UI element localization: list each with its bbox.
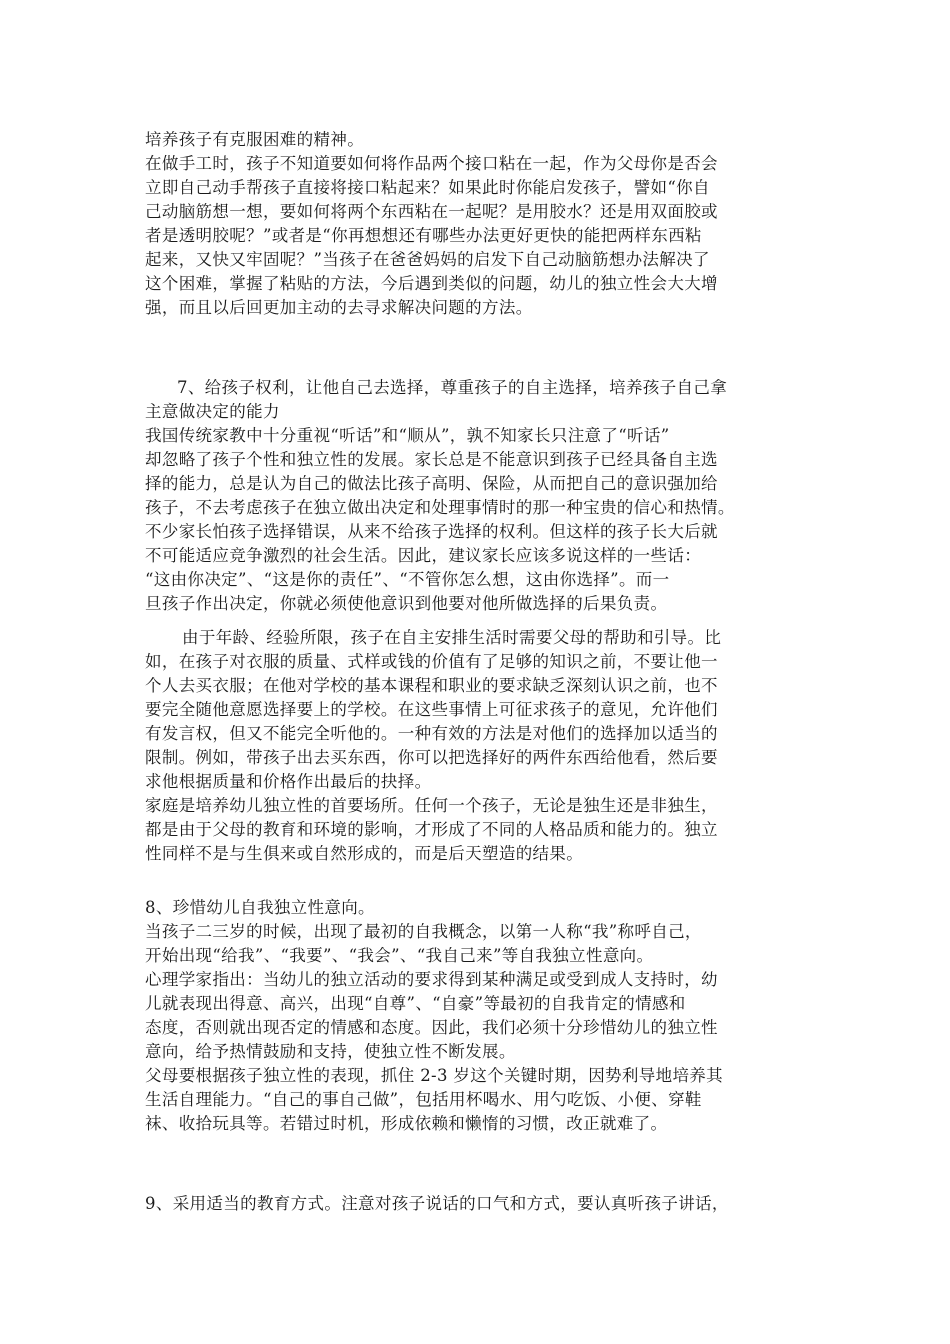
text-line: 却忽略了孩子个性和独立性的发展。家长总是不能意识到孩子已经具备自主选: [145, 450, 718, 469]
section-heading-7: 7、给孩子权利，让他自己去选择，尊重孩子的自主选择，培养孩子自己拿: [177, 378, 728, 397]
text-line: 不少家长怕孩子选择错误，从来不给孩子选择的权利。但这样的孩子长大后就: [145, 522, 718, 541]
text-line: 立即自己动手帮孩子直接将接口粘起来？如果此时你能启发孩子，譬如“你自: [145, 178, 710, 197]
text-line: 己动脑筋想一想，要如何将两个东西粘在一起呢？是用胶水？还是用双面胶或: [145, 202, 718, 221]
text-line: 袜、收拾玩具等。若错过时机，形成依赖和懒惰的习惯，改正就难了。: [145, 1114, 668, 1133]
text-line: 如，在孩子对衣服的质量、式样或钱的价值有了足够的知识之前，不要让他一: [145, 652, 718, 671]
text-line: 生活自理能力。“自己的事自己做”，包括用杯喝水、用勺吃饭、小便、穿鞋: [145, 1090, 702, 1109]
section-heading-7-cont: 主意做决定的能力: [145, 402, 280, 421]
text-line: 这个困难，掌握了粘贴的方法，今后遇到类似的问题，幼儿的独立性会大大增: [145, 274, 718, 293]
text-line: 不可能适应竞争激烈的社会生活。因此，建议家长应该多说这样的一些话：: [145, 546, 702, 565]
text-line: 培养孩子有克服困难的精神。: [145, 130, 365, 149]
text-line: 择的能力，总是认为自己的做法比孩子高明、保险，从而把自己的意识强加给: [145, 474, 718, 493]
text-line: 孩子，不去考虑孩子在独立做出决定和处理事情时的那一种宝贵的信心和热情。: [145, 498, 735, 517]
text-line: 态度，否则就出现否定的情感和态度。因此，我们必须十分珍惜幼儿的独立性: [145, 1018, 718, 1037]
text-line: 开始出现“给我”、“我要”、“我会”、“我自己来”等自我独立性意向。: [145, 946, 654, 965]
text-line: 当孩子二三岁的时候，出现了最初的自我概念，以第一人称“我”称呼自己，: [145, 922, 702, 941]
text-line: 旦孩子作出决定，你就必须使他意识到他要对他所做选择的后果负责。: [145, 594, 668, 613]
text-line: 在做手工时，孩子不知道要如何将作品两个接口粘在一起，作为父母你是否会: [145, 154, 718, 173]
text-line: 起来，又快又牢固呢？”当孩子在爸爸妈妈的启发下自己动脑筋想办法解决了: [145, 250, 710, 269]
text-line: 限制。例如，带孩子出去买东西，你可以把选择好的两件东西给他看，然后要: [145, 748, 718, 767]
text-line: 性同样不是与生俱来或自然形成的，而是后天塑造的结果。: [145, 844, 584, 863]
text-line: 由于年龄、经验所限，孩子在自主安排生活时需要父母的帮助和引导。比: [182, 628, 722, 647]
text-line: 心理学家指出：当幼儿的独立活动的要求得到某种满足或受到成人支持时，幼: [145, 970, 718, 989]
text-line: 都是由于父母的教育和环境的影响，才形成了不同的人格品质和能力的。独立: [145, 820, 718, 839]
text-line: 求他根据质量和价格作出最后的抉择。: [145, 772, 432, 791]
text-line: 要完全随他意愿选择要上的学校。在这些事情上可征求孩子的意见，允许他们: [145, 700, 718, 719]
text-line: 儿就表现出得意、高兴，出现“自尊”、“自豪”等最初的自我肯定的情感和: [145, 994, 686, 1013]
text-line: 家庭是培养幼儿独立性的首要场所。任何一个孩子，无论是独生还是非独生，: [145, 796, 718, 815]
text-line: 强，而且以后回更加主动的去寻求解决问题的方法。: [145, 298, 533, 317]
text-line: 我国传统家教中十分重视“听话”和“顺从”，孰不知家长只注意了“听话”: [145, 426, 670, 445]
text-line: 父母要根据孩子独立性的表现，抓住 2-3 岁这个关键时期，因势利导地培养其: [145, 1066, 724, 1085]
text-line: “这由你决定”、“这是你的责任”、“不管你怎么想，这由你选择”。而一: [145, 570, 670, 589]
section-heading-9: 9、采用适当的教育方式。注意对孩子说话的口气和方式，要认真听孩子讲话，: [145, 1194, 729, 1213]
text-line: 个人去买衣服；在他对学校的基本课程和职业的要求缺乏深刻认识之前，也不: [145, 676, 718, 695]
text-line: 意向，给予热情鼓励和支持，使独立性不断发展。: [145, 1042, 516, 1061]
section-heading-8: 8、珍惜幼儿自我独立性意向。: [145, 898, 375, 917]
text-line: 有发言权，但又不能完全听他的。一种有效的方法是对他们的选择加以适当的: [145, 724, 718, 743]
text-line: 者是透明胶呢？”或者是“你再想想还有哪些办法更好更快的能把两样东西粘: [145, 226, 702, 245]
